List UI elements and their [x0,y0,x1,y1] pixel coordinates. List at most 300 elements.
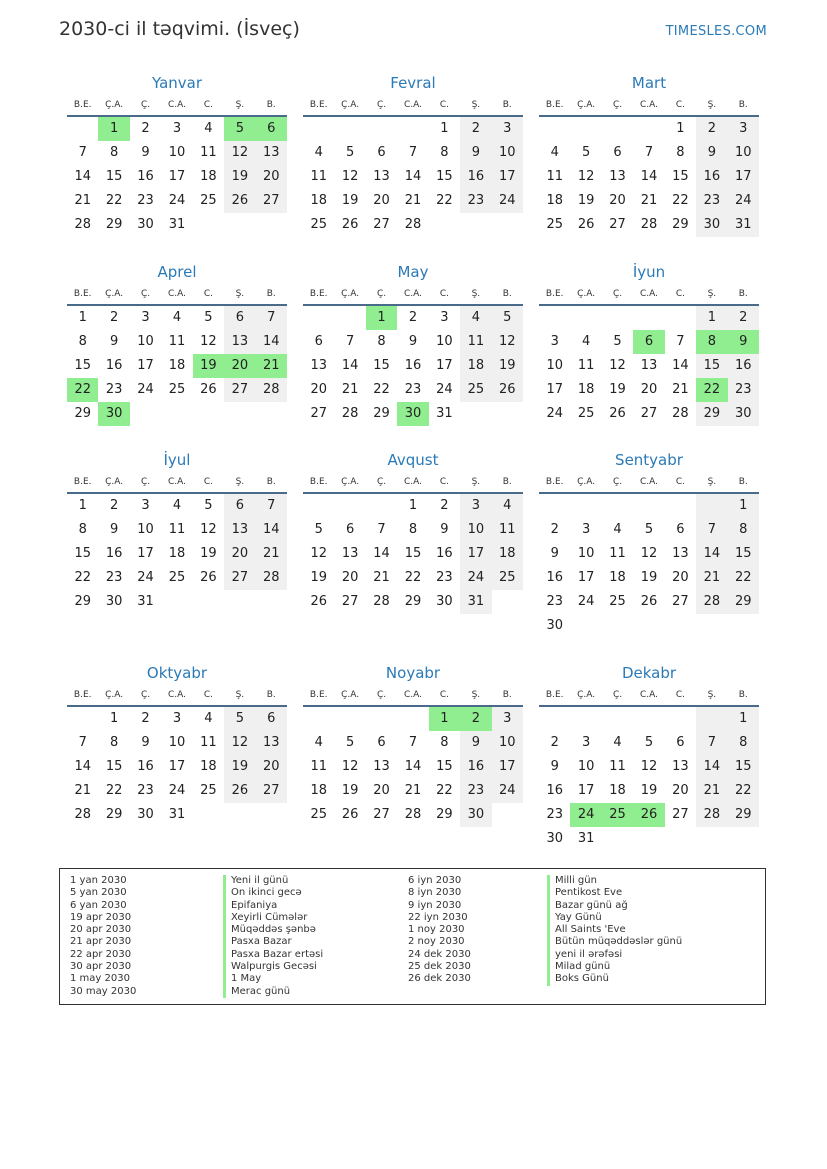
weekday-label: B.E. [545,690,564,700]
day-cell: 3 [581,735,591,750]
day-cell: 11 [577,358,595,373]
day-cell: 3 [172,121,182,136]
day-cell: 7 [408,145,418,160]
day-cell: 16 [137,169,154,184]
day-cell: 26 [640,594,658,609]
month-name: Mart [631,74,667,92]
day-cell: 6 [676,522,685,537]
day-cell: 4 [172,310,182,325]
day-cell: 26 [310,594,327,609]
weekday-label: C. [439,289,449,299]
day-cell: 25 [168,382,186,397]
weekday-label: C. [203,477,213,487]
weekday-label: B.E. [545,100,564,110]
day-cell: 20 [640,382,658,397]
day-cell: 30 [436,594,453,609]
day-cell: 2 [460,707,491,731]
month-6 [539,262,759,426]
day-cell: 24 [728,189,759,213]
weekday-label: Ç. [376,100,387,110]
weekday-label: Ç.A. [341,477,360,487]
day-cell: 15 [105,169,123,184]
weekday-label: Ç. [612,477,623,487]
day-cell: 24 [168,783,186,798]
day-cell: 2 [109,310,119,325]
day-cell: 7 [256,494,287,518]
empty-cell [696,494,727,518]
empty-cell [161,402,192,426]
day-cell: 8 [728,518,759,542]
holiday-legend [59,868,766,1005]
day-cell: 17 [546,382,563,397]
day-cell: 11 [168,334,186,349]
weekday-label: Ş. [235,100,245,110]
day-cell: 10 [168,145,186,160]
month-5 [303,262,523,426]
month-name: Aprel [157,263,197,281]
day-cell: 19 [577,193,595,208]
day-cell: 29 [436,807,453,822]
empty-cell [602,707,633,731]
weekday-header [539,474,759,494]
day-cell: 3 [492,117,523,141]
weekday-label: C. [675,100,685,110]
day-cell: 12 [341,759,359,774]
day-cell: 15 [373,358,390,373]
day-cell: 22 [696,378,727,402]
empty-cell [492,590,523,614]
empty-cell [303,494,334,518]
empty-cell [366,494,397,518]
weekday-label: B. [266,477,276,487]
day-cell: 24 [546,406,563,421]
day-cell: 30 [105,594,123,609]
day-cell: 12 [609,358,626,373]
day-cell: 21 [256,542,287,566]
weekday-header [303,687,523,707]
legend-date: 9 iyn 2030 [408,899,462,911]
day-cell: 17 [577,783,595,798]
legend-date: 6 iyn 2030 [408,875,462,886]
empty-cell [193,213,224,237]
day-cell: 5 [644,735,654,750]
day-cell: 25 [310,807,327,822]
day-cell: 7 [78,735,87,750]
day-cell: 28 [404,807,422,822]
empty-cell [665,494,696,518]
day-cell: 18 [168,546,186,561]
day-cell: 21 [640,193,658,208]
weekday-label: Ç.A. [341,289,360,299]
weekday-label: Ş. [471,690,481,700]
day-cell: 6 [377,145,386,160]
day-cell: 9 [141,735,150,750]
empty-cell [303,707,334,731]
day-cell: 16 [404,358,422,373]
day-cell: 3 [440,310,449,325]
weekday-label: Ç. [140,477,151,487]
weekday-label: Ş. [707,690,717,700]
day-cell: 5 [224,117,255,141]
day-cell: 1 [728,707,759,731]
legend-holiday-name: 1 May [223,973,323,985]
day-cell: 9 [550,759,559,774]
day-grid [67,306,287,426]
day-cell: 23 [137,193,154,208]
day-cell: 21 [672,382,689,397]
day-cell: 16 [546,570,563,585]
legend-date: 6 yan 2030 [70,899,127,911]
weekday-header [539,687,759,707]
day-cell: 20 [341,570,359,585]
weekday-label: B.E. [73,100,92,110]
day-cell: 22 [404,570,422,585]
day-cell: 1 [676,121,685,136]
weekday-label: Ş. [707,477,717,487]
empty-cell [728,614,759,638]
legend-holiday-name: Merac günü [223,986,323,998]
day-cell: 6 [314,334,323,349]
day-cell: 27 [224,378,255,402]
weekday-label: Ç. [140,100,151,110]
day-cell: 27 [640,406,658,421]
day-cell: 10 [168,735,186,750]
day-cell: 21 [341,382,359,397]
day-cell: 5 [613,334,622,349]
day-cell: 3 [581,522,591,537]
day-cell: 31 [168,217,186,232]
weekday-header [67,97,287,117]
day-cell: 9 [728,330,759,354]
empty-cell [130,402,161,426]
weekday-label: C. [439,477,449,487]
day-cell: 1 [109,711,119,726]
day-cell: 30 [728,402,759,426]
empty-cell [570,707,601,731]
day-cell: 30 [98,402,129,426]
day-cell: 24 [492,779,523,803]
day-cell: 30 [460,803,491,827]
day-cell: 7 [377,522,386,537]
day-cell: 2 [728,306,759,330]
day-cell: 10 [577,759,595,774]
day-cell: 18 [577,382,595,397]
day-cell: 22 [436,783,453,798]
day-cell: 17 [728,165,759,189]
day-cell: 23 [728,378,759,402]
day-cell: 20 [256,165,287,189]
day-cell: 11 [609,759,626,774]
day-cell: 19 [224,755,255,779]
month-name: İyun [632,263,666,281]
day-cell: 8 [728,731,759,755]
day-cell: 4 [550,145,559,160]
weekday-label: C. [439,100,449,110]
day-cell: 27 [373,217,390,232]
legend-date: 26 dek 2030 [408,973,471,985]
month-2 [303,73,523,237]
empty-cell [539,117,570,141]
empty-cell [224,213,255,237]
day-cell: 13 [224,518,255,542]
weekday-label: C.A. [639,289,658,299]
day-cell: 4 [204,121,213,136]
day-cell: 29 [672,217,689,232]
day-cell: 6 [613,145,622,160]
day-cell: 8 [408,522,418,537]
day-cell: 29 [105,217,123,232]
day-cell: 5 [492,306,523,330]
empty-cell [696,707,727,731]
day-cell: 3 [492,707,523,731]
day-cell: 24 [137,570,154,585]
month-10 [67,663,287,827]
day-cell: 24 [460,566,491,590]
month-11 [303,663,523,827]
day-cell: 3 [141,310,150,325]
day-cell: 7 [345,334,355,349]
day-cell: 21 [696,779,727,803]
weekday-label: C. [203,100,213,110]
day-cell: 14 [341,358,359,373]
weekday-label: Ç. [612,690,623,700]
legend-dates-col2 [408,875,471,986]
empty-cell [193,402,224,426]
weekday-label: C. [675,477,685,487]
day-cell: 5 [345,145,355,160]
empty-cell [334,494,365,518]
day-cell: 14 [404,169,422,184]
weekday-label: B.E. [545,477,564,487]
weekday-label: Ş. [235,690,245,700]
day-cell: 2 [696,117,727,141]
legend-date: 22 apr 2030 [70,948,132,960]
day-cell: 27 [672,594,689,609]
empty-cell [633,494,664,518]
day-cell: 8 [676,145,685,160]
weekday-label: B. [266,690,276,700]
day-cell: 20 [373,783,390,798]
weekday-label: B. [502,477,512,487]
day-cell: 1 [98,117,129,141]
day-cell: 1 [429,707,460,731]
day-cell: 6 [224,306,255,330]
day-cell: 26 [609,406,626,421]
day-cell: 3 [141,498,150,513]
day-cell: 1 [78,498,87,513]
legend-date: 19 apr 2030 [70,911,132,923]
day-cell: 23 [460,189,491,213]
legend-names-col1 [223,875,323,998]
day-cell: 31 [728,213,759,237]
day-cell: 14 [696,755,727,779]
weekday-label: C.A. [639,690,658,700]
weekday-header [539,286,759,306]
empty-cell [334,117,365,141]
day-cell: 14 [74,169,91,184]
day-cell: 10 [492,141,523,165]
legend-holiday-name: Yay Günü [547,912,682,924]
day-cell: 13 [224,330,255,354]
weekday-header [67,687,287,707]
weekday-header [67,286,287,306]
day-cell: 6 [377,735,386,750]
day-cell: 27 [224,566,255,590]
day-cell: 16 [137,759,154,774]
day-grid [303,494,523,614]
month-name: İyul [163,451,191,469]
weekday-label: Ç. [140,289,151,299]
day-cell: 11 [310,759,327,774]
day-cell: 16 [696,165,727,189]
day-cell: 19 [341,193,359,208]
day-cell: 6 [224,494,255,518]
day-cell: 18 [609,783,626,798]
month-name: Yanvar [151,74,203,92]
legend-holiday-name: Pasxa Bazar [223,936,323,948]
day-cell: 15 [74,358,91,373]
day-cell: 4 [172,498,182,513]
day-cell: 2 [141,711,150,726]
day-cell: 20 [224,542,255,566]
day-cell: 4 [460,306,491,330]
day-cell: 6 [676,735,685,750]
day-cell: 28 [256,566,287,590]
day-cell: 19 [200,546,217,561]
weekday-label: B.E. [545,289,564,299]
day-cell: 9 [440,522,449,537]
weekday-label: Ç.A. [341,690,360,700]
day-grid [303,306,523,426]
empty-cell [570,614,601,638]
day-cell: 16 [460,165,491,189]
day-cell: 12 [224,141,255,165]
day-cell: 9 [408,334,418,349]
month-name: May [397,263,429,281]
empty-cell [256,803,287,827]
day-cell: 15 [436,759,453,774]
weekday-header [303,286,523,306]
weekday-label: B. [738,289,748,299]
day-cell: 23 [546,807,563,822]
day-cell: 26 [633,803,664,827]
day-cell: 7 [696,518,727,542]
day-cell: 2 [550,735,559,750]
day-cell: 7 [256,306,287,330]
day-cell: 23 [105,570,123,585]
day-cell: 17 [492,755,523,779]
day-cell: 4 [613,735,622,750]
day-cell: 7 [408,735,418,750]
weekday-label: Ç. [612,100,623,110]
empty-cell [633,707,664,731]
day-cell: 11 [460,330,491,354]
day-cell: 17 [137,358,154,373]
site-link[interactable]: TIMESLES.COM [665,24,767,39]
empty-cell [256,402,287,426]
day-cell: 12 [224,731,255,755]
day-cell: 11 [168,522,186,537]
day-cell: 22 [373,382,390,397]
empty-cell [633,306,664,330]
legend-date: 20 apr 2030 [70,924,132,936]
day-cell: 20 [310,382,327,397]
day-cell: 29 [696,402,727,426]
weekday-label: B. [738,477,748,487]
day-cell: 26 [492,378,523,402]
day-cell: 26 [341,807,359,822]
day-cell: 29 [728,803,759,827]
day-cell: 7 [78,145,87,160]
weekday-label: Ş. [471,477,481,487]
day-cell: 23 [404,382,422,397]
day-cell: 9 [109,334,119,349]
day-grid [539,494,759,638]
day-cell: 23 [105,382,123,397]
weekday-label: Ç.A. [105,100,124,110]
day-cell: 28 [74,217,91,232]
day-cell: 23 [546,594,563,609]
day-cell: 7 [644,145,654,160]
empty-cell [570,306,601,330]
weekday-label: B.E. [73,690,92,700]
month-name: Dekabr [621,664,677,682]
weekday-label: Ç. [376,477,387,487]
month-4 [67,262,287,426]
weekday-label: C.A. [167,690,186,700]
day-cell: 21 [74,193,91,208]
legend-holiday-name: Milli gün [547,875,682,887]
month-12 [539,663,759,851]
legend-date: 1 noy 2030 [408,924,465,936]
day-cell: 12 [492,330,523,354]
weekday-label: C.A. [167,100,186,110]
weekday-label: B. [502,690,512,700]
legend-holiday-name: yeni il ərəfəsi [547,949,682,961]
weekday-label: B.E. [309,100,328,110]
day-cell: 2 [408,310,418,325]
empty-cell [193,803,224,827]
day-cell: 7 [676,334,685,349]
day-cell: 5 [345,735,355,750]
day-cell: 12 [640,546,658,561]
day-cell: 29 [74,406,91,421]
month-name: Sentyabr [615,451,683,469]
weekday-label: B.E. [73,477,92,487]
day-cell: 23 [696,189,727,213]
empty-cell [492,803,523,827]
day-cell: 14 [74,759,91,774]
day-cell: 2 [440,498,449,513]
legend-date: 30 may 2030 [70,985,137,997]
day-cell: 5 [644,522,654,537]
day-cell: 8 [696,330,727,354]
day-cell: 24 [436,382,453,397]
day-cell: 19 [492,354,523,378]
weekday-label: C. [675,690,685,700]
day-cell: 26 [224,189,255,213]
day-cell: 11 [609,546,626,561]
weekday-label: C.A. [167,289,186,299]
weekday-label: B. [738,690,748,700]
legend-date: 2 noy 2030 [408,936,465,948]
empty-cell [602,494,633,518]
legend-holiday-name: All Saints 'Eve [547,924,682,936]
day-cell: 8 [109,735,119,750]
weekday-label: Ş. [235,477,245,487]
day-cell: 1 [78,310,87,325]
legend-holiday-name: Boks Günü [547,973,682,985]
